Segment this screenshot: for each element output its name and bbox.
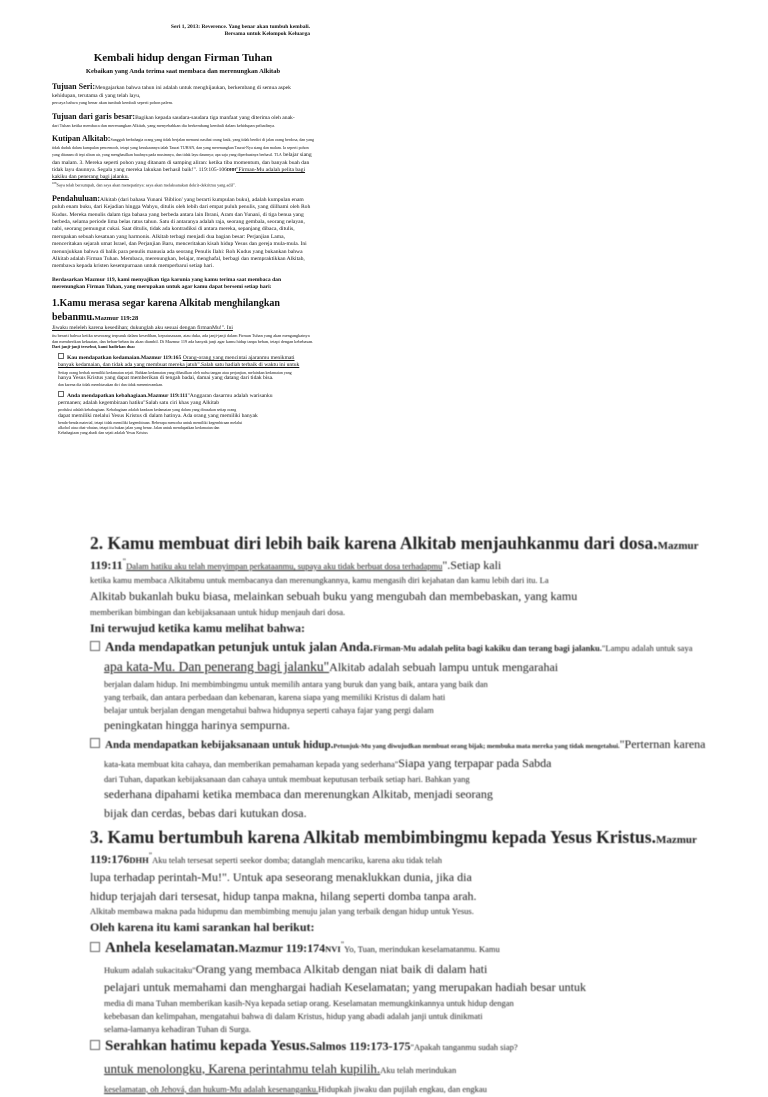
kutipan-paragraph: Kutipan Alkitab:Sungguh berbahagia orang yang tidak berjalan menurut nasihat orang fasik, yang tidak berdiri di jalan orang berdosa, dan yang tidak duduk dalam kumpulan pencemooh, tetapi yang kesukaannya ialah Taurat TUHAN, dan yang merenungkan Taurat-Nya siang dan malam. Ia seperti pohon yang ditanam di tepi aliran air, yang menghasilkan buahnya pada musimnya, dan tidak layu daunnya; apa saja yang diperbuatnya berhasil. TLA belajar siang dan malam. 3. Mereka seperti pohon yang ditanam di samping aliran: ketika tiba momentum, dan banyak buah dan tidak layu daunnya. Segala yang mereka lakukan berhasil baik!". 119:105-106DHH"Firman-Mu adalah pelita bagi kakiku dan penerang bagi jalanku. $^{106}$Saya telah bersumpah, dan saya akan menepatinya: saya akan melaksanakan dekrit-dekritmu yang adil". [52, 134, 314, 188]
bullet-box-icon [58, 353, 64, 359]
bullet-box-icon [90, 1040, 100, 1050]
point-1-bullet-peace: Kau mendapatkan kedamaian.Mazmur 119:165 Orang-orang yang mencintai ajaranmu menikmati banyak kedamaian, dan tidak ada yang membuat mereka jatuh".Salah satu hadiah terbaik di waktu ini untuk Setiap orang berhak memiliki kedamaian sejati. Bahkan kedamaian yang dihasilkan oleh nafsu tangan atau perjanjian, melainkan kedamaian yang hanya Yesus Kristus yang dapat memberikan di tengah badai, damai yang datang dari tidak bisa. dan karena dia tidak membiasakan diri dan tidak menenteramkan. [58, 354, 300, 388]
bullet-box-icon [90, 641, 100, 651]
tujuan-garis-paragraph: Tujuan dari garis besar:Bagikan kepada saudara-saudara tiga manfaat yang diterima oleh anak- dari Tuhan ketika membaca dan merenungkan Alkitab, yang menyebabkan dia berkembang kembali dalam kehidupan pribadinya. [52, 112, 295, 128]
bullet-box-icon [58, 391, 64, 397]
point-1-bullet-happiness: Anda mendapatkan kebahagiaan.Mazmur 119:111"Anggaran dasarmu adalah warisanku permanen; adalah kegembiraan hatiku"Salah satu ciri khas yang Alkitab produksi adalah kebahagiaan. Kebahagiaan adalah keadaan kedamaian yang dalam yang dirasakan setiap orang dapat memiliki melalui Yesus Kristus di dalam hatinya. Ada orang yang memiliki banyak benda-benda material, tetapi tidak memiliki kegembiraan. Beberapa mencoba untuk memiliki kegembiraan melalui alkohol atau obat-obatan, tetapi itu bukan jalan yang benar. Jalan untuk mendapatkan kedamaian dan Kebahagiaan yang abadi dan sejati adalah Yesus Kristus [58, 392, 273, 436]
series-header: Seri 1, 2013: Reverence. Yang benar akan tumbuh kembali. Bersama untuk Kelompok Keluarga [170, 24, 310, 38]
point-2-body: 119:11"Dalam hatiku aku telah menyimpan perkataanmu, supaya aku tidak berbuat dosa terhadapmu".Setiap kali ketika kamu membaca Alkitabmu untuk membacanya dan merenungkannya, kamu mengasih diri kejahatan dan kamu lebih dari itu. La Alkitab bukanlah buku biasa, melainkan sebuah buku yang mengubah dan membebaskan, yang kamu memberikan bimbingan dan kebijaksanaan untuk hidup menjauh dari dosa. Ini terwujud ketika kamu melihat bahwa: Anda mendapatkan petunjuk untuk jalan Anda.Firman-Mu adalah pelita bagi kakiku dan terang bagi jalanku."Lampu adalah untuk saya apa kata-Mu. Dan penerang bagi jalanku"Alkitab adalah sebuah lampu untuk mengarahai berjalan dalam hidup. Ini membimbingmu untuk memilih antara yang buruk dan yang baik, antara yang baik dan yang terbaik, dan antara perbedaan dan kebenaran, karena siapa yang memiliki Kristus di dalam hati belajar untuk berjalan dengan mengetahui bahwa hidupnya seperti cahaya fajar yang pergi dalam peningkatan hingga harinya sempurna. Anda mendapatkan kebijaksanaan untuk hidup.Petunjuk-Mu yang diwujudkan membuat orang bijak; membuka mata mereka yang tidak mengetahui."Perternan karena kata-kata membuat kita cahaya, dan memberikan pemahaman kepada yang sederhana"Siapa yang terpapar pada Sabda dari Tuhan, dapatkan kebijaksanaan dan cahaya untuk membuat keputusan terbaik setiap hari. Bahkan yang sederhana dipahami ketika membaca dan merenungkan Alkitab, menjadi seorang bijak dan cerdas, bebas dari kutukan dosa. [90, 555, 720, 823]
point-1-heading: 1.Kamu merasa segar karena Alkitab menghilangkan bebanmu.Mazmur 119:28 [52, 298, 280, 323]
point-2-bullet-guidance: Anda mendapatkan petunjuk untuk jalan Anda.Firman-Mu adalah pelita bagi kakiku dan terang bagi jalanku."Lampu adalah untuk saya apa kata-Mu. Dan penerang bagi jalanku"Alkitab adalah sebuah lampu untuk mengarahai berjalan dalam hidup. Ini membimbingmu untuk memilih antara yang buruk dan yang baik, antara yang baik dan yang terbaik, dan antara perbedaan dan kebenaran, karena siapa yang memiliki Kristus di dalam hati belajar untuk berjalan dengan mengetahui bahwa hidupnya seperti cahaya fajar yang pergi dalam peningkatan hingga harinya sempurna. [90, 637, 720, 735]
point-2-bullet-wisdom: Anda mendapatkan kebijaksanaan untuk hidup.Petunjuk-Mu yang diwujudkan membuat orang bijak; membuka mata mereka yang tidak mengetahui."Perternan karena kata-kata membuat kita cahaya, dan memberikan pemahaman kepada yang sederhana"Siapa yang terpapar pada Sabda dari Tuhan, dapatkan kebijaksanaan dan cahaya untuk membuat keputusan terbaik setiap hari. Bahkan yang sederhana dipahami ketika membaca dan merenungkan Alkitab, menjadi seorang bijak dan cerdas, bebas dari kutukan dosa. [90, 735, 720, 823]
bullet-box-icon [90, 738, 100, 748]
bullet-box-icon [90, 942, 100, 952]
point-3-bullet-salvation: Anhela keselamatan.Mazmur 119:174NVI"Yo, Tuan, merindukan keselamatanmu. Kamu Hukum adalah sukacitaku"Orang yang membaca Alkitab dengan niat baik di dalam hati pelajari untuk memahami dan menghargai hadiah Keselamatan; yang merupakan hadiah besar untuk media di mana Tuhan memberikan kasih-Nya kepada setiap orang. Keselamatan memungkinkannya untuk hidup dengan kebebasan dan kelimpahan, mengatahui bahwa di dalam Kristus, hidup yang abadi adalah janji untuk dinikmati selama-lamanya kehadiran Tuhan di Surga. [90, 937, 720, 1036]
document-title: Kembali hidup dengan Firman Tuhan [93, 51, 273, 64]
berdasarkan-paragraph: Berdasarkan Mazmur 119, kami menyajikan tiga karunia yang kamu terima saat membaca dan merenungkan Firman Tuhan, yang merupakan untuk agar kamu dapat bersemi setiap hari: [52, 276, 282, 291]
tujuan-seri-paragraph: Tujuan Seri:Mengajarkan bahwa tahun ini adalah untuk menghijaukan, berkembang di semua aspek kehidupan, terutama di yang telah layu, percaya bahwa yang benar akan tumbuh kembali seperti pohon palem. [52, 82, 291, 106]
document-top-section [52, 24, 314, 436]
point-3-heading: 3. Kamu bertumbuh karena Alkitab membimbingmu kepada Yesus Kristus.Mazmur [90, 826, 697, 847]
pendahuluan-paragraph: Pendahuluan:Alkitab (dari bahasa Yunani 'Biblion' yang berarti kumpulan buku), adalah kumpulan enam puluh enam buku, dari Kejadian hingga Wahyu, ditulis oleh lebih dari empat puluh penulis, yang diilhami oleh Roh Kudus. Mereka menulis dalam tiga bahasa yang berbeda antara lain Ibrani, Aram dan Yunani, di tiga benua yang berbeda, selama periode lima belas ratus tahun. Satu di antaranya adalah raja, seorang gembala, seorang nelayan, nabi, seorang pemungut cukai. Saat ditulis, tidak ada kontradiksi di antara mereka, sepanjang dibaca, ditulis, merupakan sebuah kesatuan yang harmonis. Alkitab terbagi menjadi dua bagian besar: Perjanjian Lama, menceritakan sejarah umat Israel, dan Perjanjian Baru, menceritakan kisah hidup Yesus dan gereja mula-mula. Ini menunjukkan bahwa di balik para penulis manusia ada seorang Penulis Ilahi: Roh Kudus yang bukankan bahwa Alkitab adalah Firman Tuhan. Membaca, merenungkan, belajar, menghafal, berbagi dan mempraktikkan Alkitab, membawa kepada kristen kesempurnaan untuk memperbarui setiap hari. [52, 193, 311, 270]
document-zoomed-section [90, 533, 720, 1097]
point-3-body: 119:176DHH"Aku telah tersesat seperti seekor domba; datanglah mencariku, karena aku tidak telah lupa terhadap perintah-Mu!". Untuk apa seseorang menaklukkan dunia, jika dia hidup terjajah dari tersesat, hidup tanpa makna, hilang seperti domba tanpa arah. Alkitab membawa makna pada hidupmu dan membimbing menuju jalan yang terbaik dengan hidup untuk Yesus. Oleh karena itu kami sarankan hal berikut: Anhela keselamatan.Mazmur 119:174NVI"Yo, Tuan, merindukan keselamatanmu. Kamu Hukum adalah sukacitaku"Orang yang membaca Alkitab dengan niat baik di dalam hati pelajari untuk memahami dan menghargai hadiah Keselamatan; yang merupakan hadiah besar untuk media di mana Tuhan memberikan kasih-Nya kepada setiap orang. Keselamatan memungkinkannya untuk hidup dengan kebebasan dan kelimpahan, mengatahui bahwa di dalam Kristus, hidup yang abadi adalah janji untuk dinikmati selama-lamanya kehadiran Tuhan di Surga. Serahkan hatimu kepada Yesus.Salmos 119:173-175"Apakah tanganmu sudah siap? untuk menolongku, Karena perintahmu telah kupilih.Aku telah merindukan keselamatan, oh Jehová, dan hukum-Mu adalah kesenanganku.Hidupkah jiwaku dan pujilah engkau, dan engkau [90, 849, 720, 1097]
point-3-bullet-surrender: Serahkan hatimu kepada Yesus.Salmos 119:173-175"Apakah tanganmu sudah siap? untuk menolongku, Karena perintahmu telah kupilih.Aku telah merindukan keselamatan, oh Jehová, dan hukum-Mu adalah kesenanganku.Hidupkah jiwaku dan pujilah engkau, dan engkau [90, 1035, 720, 1097]
document-subtitle: Kebaikan yang Anda terima saat membaca dan merenungkan Alkitab [85, 67, 281, 75]
point-1-body: Jiwaku meleleh karena kesedihan; dukunglah aku sesuai dengan firmanMu!". Ini itu berarti bahwa ketika seseorang terpuruk dalam kesedihan, keputusasaan, atau duka, ada janji-janji dalam Firman Tuhan yang akan mengangkatnya dan memberikan kekuatan, dan beban-beban itu akan diambil. Di Mazmur 119 ada banyak janji agar kamu hidup tanpa beban, tetapi dengan kebebasan. Dari janji-janji tersebut, kami hadirkan dua: Kau mendapatkan kedamaian.Mazmur 119:165 Orang-orang yang mencintai ajaranmu menikmati banyak kedamaian, dan tidak ada yang membuat mereka jatuh".Salah satu hadiah terbaik di waktu ini untuk Setiap orang berhak memiliki kedamaian sejati. Bahkan kedamaian yang dihasilkan oleh nafsu tangan atau perjanjian, melainkan kedamaian yang hanya Yesus Kristus yang dapat memberikan di tengah badai, damai yang datang dari tidak bisa. dan karena dia tidak membiasakan diri dan tidak menenteramkan. Anda mendapatkan kebahagiaan.Mazmur 119:111"Anggaran dasarmu adalah warisanku permanen; adalah kegembiraan hatiku"Salah satu ciri khas yang Alkitab produksi adalah kebahagiaan. Kebahagiaan adalah keadaan kedamaian yang dalam yang dirasakan setiap orang dapat memiliki melalui Yesus Kristus di dalam hatinya. Ada orang yang memiliki banyak benda-benda material, tetapi tidak memiliki kegembiraan. Beberapa mencoba untuk memiliki kegembiraan melalui alkohol atau obat-obatan, tetapi itu bukan jalan yang benar. Jalan untuk mendapatkan kedamaian dan Kebahagiaan yang abadi dan sejati adalah Yesus Kristus [52, 325, 314, 436]
point-2-heading: 2. Kamu membuat diri lebih baik karena Alkitab menjauhkanmu dari dosa.Mazmur [90, 533, 699, 553]
